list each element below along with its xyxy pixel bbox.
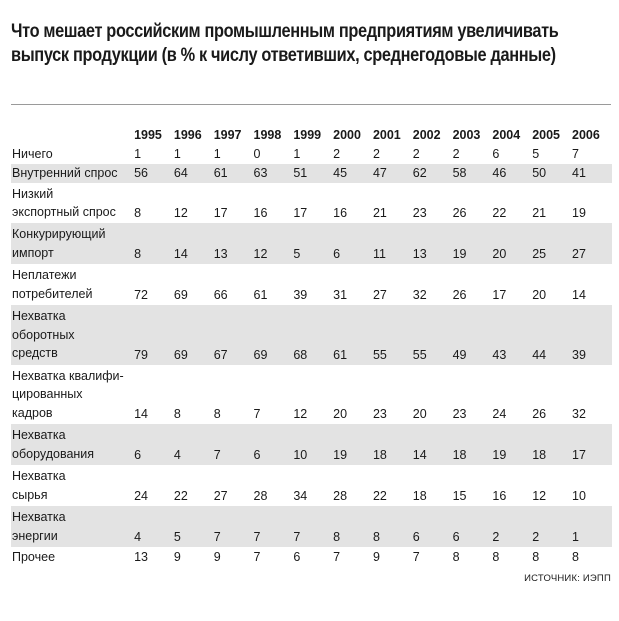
cell-value-1999: 1 [293, 147, 301, 161]
cell-value-2006: 8 [572, 550, 579, 564]
cell-value-2004: 19 [492, 424, 532, 465]
cell-value-1999: 12 [293, 407, 308, 421]
cell-value-1999: 68 [293, 305, 333, 365]
cell-value-2002: 55 [413, 305, 453, 365]
cell-value-2004: 43 [492, 305, 532, 365]
cell-value-1995: 8 [134, 206, 142, 220]
table-body [11, 145, 612, 567]
header-year: 2002 [412, 128, 441, 142]
table-row [11, 424, 612, 465]
cell-value-1995: 79 [134, 305, 174, 365]
header-label-cell [11, 125, 134, 145]
cell-value-1997: 66 [213, 288, 228, 302]
cell-value-2005: 20 [532, 288, 547, 302]
cell-value-1995: 8 [134, 223, 174, 264]
row-label: Низкий экспортный спрос [12, 186, 116, 219]
cell-value-2002: 2 [412, 147, 420, 161]
cell-value-1997: 17 [213, 206, 228, 220]
cell-value-2005: 25 [532, 223, 572, 264]
cell-value-2002: 13 [413, 223, 453, 264]
cell-value-2004: 20 [492, 223, 532, 264]
row-label: Внутренний спрос [11, 164, 134, 183]
cell-value-1996: 12 [173, 206, 188, 220]
cell-value-1999: 39 [293, 288, 308, 302]
cell-value-2000: 8 [333, 506, 373, 547]
table-row [11, 183, 612, 223]
row-label: Прочее [12, 549, 56, 564]
cell-value-2003: 19 [453, 223, 493, 264]
cell-value-1997: 13 [214, 223, 254, 264]
cell-value-2000: 28 [333, 489, 348, 503]
cell-value-2002: 32 [412, 288, 427, 302]
cell-value-2004: 22 [492, 206, 507, 220]
title-divider [11, 104, 611, 105]
cell-value-2000: 6 [333, 223, 373, 264]
cell-value-2002: 62 [413, 164, 453, 183]
cell-value-2000: 7 [333, 550, 341, 564]
cell-value-1996: 14 [174, 223, 214, 264]
cell-value-1998: 7 [253, 550, 261, 564]
cell-value-1999: 34 [293, 489, 308, 503]
row-label: Конкурирующий импорт [11, 223, 134, 264]
row-label: Неплатежи потребителей [12, 268, 93, 301]
table-header-row [11, 125, 612, 145]
header-year: 2000 [333, 128, 361, 142]
cell-value-1998: 63 [254, 164, 294, 183]
cell-value-1995: 1 [134, 147, 142, 161]
header-year: 2003 [452, 128, 481, 142]
cell-value-1996: 4 [174, 424, 214, 465]
cell-value-1999: 6 [293, 550, 301, 564]
cell-value-1996: 5 [174, 506, 214, 547]
cell-value-2000: 61 [333, 305, 373, 365]
cell-value-2002: 7 [412, 550, 420, 564]
cell-value-2005: 2 [532, 506, 572, 547]
header-year: 1998 [253, 128, 282, 142]
header-year: 2005 [532, 128, 561, 142]
cell-value-2004: 24 [492, 407, 507, 421]
cell-value-2002: 14 [413, 424, 453, 465]
cell-value-2001: 21 [372, 206, 387, 220]
cell-value-1996: 1 [173, 147, 181, 161]
cell-value-1997: 8 [213, 407, 221, 421]
cell-value-1995: 72 [134, 288, 148, 302]
cell-value-2003: 26 [452, 288, 467, 302]
cell-value-2001: 55 [373, 305, 413, 365]
source-note: ИСТОЧНИК: ИЭПП [524, 573, 611, 584]
cell-value-1999: 17 [293, 206, 308, 220]
table-row [11, 145, 612, 164]
table-row [11, 305, 612, 365]
cell-value-2003: 6 [453, 506, 493, 547]
cell-value-1998: 7 [253, 407, 261, 421]
cell-value-2004: 6 [492, 147, 500, 161]
cell-value-1998: 7 [254, 506, 294, 547]
table-row [11, 506, 612, 547]
table-row [11, 164, 612, 183]
cell-value-2004: 17 [492, 288, 507, 302]
row-label: Нехватка энергии [11, 506, 134, 547]
cell-value-2004: 2 [492, 506, 532, 547]
row-label: Нехватка оборудования [11, 424, 134, 465]
cell-value-2002: 18 [412, 489, 427, 503]
cell-value-2006: 1 [572, 506, 612, 547]
header-year: 2001 [372, 128, 401, 142]
row-label: Нехватка оборотных средств [11, 305, 134, 365]
cell-value-2000: 31 [333, 288, 348, 302]
cell-value-1999: 7 [293, 506, 333, 547]
cell-value-2002: 6 [413, 506, 453, 547]
cell-value-1998: 61 [253, 288, 268, 302]
cell-value-1997: 67 [214, 305, 254, 365]
cell-value-1998: 0 [253, 147, 261, 161]
cell-value-1999: 5 [293, 223, 333, 264]
cell-value-2001: 8 [373, 506, 413, 547]
cell-value-2001: 22 [372, 489, 387, 503]
row-label: Нехватка квалифи- цированных кадров [12, 368, 124, 420]
header-year: 1999 [293, 128, 322, 142]
cell-value-2003: 18 [453, 424, 493, 465]
cell-value-1995: 13 [134, 550, 148, 564]
cell-value-1996: 9 [173, 550, 181, 564]
header-year: 1997 [213, 128, 242, 142]
cell-value-2005: 5 [532, 147, 540, 161]
row-label: Ничего [12, 147, 53, 162]
table-row [11, 223, 612, 264]
table-row [11, 365, 612, 424]
cell-value-1997: 61 [214, 164, 254, 183]
cell-value-2001: 11 [373, 223, 413, 264]
page-title: Что мешает российским промышленным предприятиям увеличивать выпуск продукции (в % к числу ответивших, среднегодовые данные) [11, 21, 559, 66]
cell-value-2006: 32 [572, 407, 586, 421]
cell-value-1997: 1 [213, 147, 221, 161]
cell-value-1998: 6 [254, 424, 294, 465]
cell-value-1996: 8 [173, 407, 181, 421]
cell-value-1996: 64 [174, 164, 214, 183]
cell-value-1995: 24 [134, 489, 148, 503]
cell-value-2005: 18 [532, 424, 572, 465]
cell-value-2002: 20 [412, 407, 427, 421]
cell-value-1995: 4 [134, 506, 174, 547]
cell-value-2001: 47 [373, 164, 413, 183]
cell-value-2001: 2 [372, 147, 380, 161]
cell-value-2005: 8 [532, 550, 540, 564]
header-year: 2006 [572, 128, 600, 142]
cell-value-2006: 19 [572, 206, 586, 220]
cell-value-2001: 23 [372, 407, 387, 421]
cell-value-2003: 23 [452, 407, 467, 421]
cell-value-1995: 56 [134, 164, 174, 183]
cell-value-1997: 27 [213, 489, 228, 503]
cell-value-1996: 22 [173, 489, 188, 503]
cell-value-2002: 23 [412, 206, 427, 220]
cell-value-2006: 10 [572, 489, 586, 503]
cell-value-2004: 46 [492, 164, 532, 183]
cell-value-2005: 21 [532, 206, 547, 220]
cell-value-1998: 69 [254, 305, 294, 365]
header-year: 2004 [492, 128, 521, 142]
cell-value-2001: 9 [372, 550, 380, 564]
cell-value-2000: 19 [333, 424, 373, 465]
cell-value-1995: 6 [134, 424, 174, 465]
cell-value-2003: 58 [453, 164, 493, 183]
cell-value-1998: 28 [253, 489, 268, 503]
cell-value-2006: 39 [572, 305, 612, 365]
row-label: Нехватка сырья [12, 469, 66, 502]
cell-value-1996: 69 [173, 288, 188, 302]
table-row [11, 465, 612, 506]
data-table [11, 125, 612, 567]
cell-value-2000: 16 [333, 206, 348, 220]
cell-value-2001: 18 [373, 424, 413, 465]
cell-value-1999: 51 [293, 164, 333, 183]
cell-value-1997: 9 [213, 550, 221, 564]
cell-value-2005: 50 [532, 164, 572, 183]
cell-value-1995: 14 [134, 407, 148, 421]
cell-value-2005: 12 [532, 489, 547, 503]
cell-value-2000: 45 [333, 164, 373, 183]
cell-value-1998: 16 [253, 206, 268, 220]
cell-value-2004: 16 [492, 489, 507, 503]
cell-value-2003: 26 [452, 206, 467, 220]
cell-value-2006: 41 [572, 164, 612, 183]
cell-value-2004: 8 [492, 550, 500, 564]
cell-value-1997: 7 [214, 424, 254, 465]
cell-value-2006: 17 [572, 424, 612, 465]
table-row [11, 547, 612, 567]
cell-value-2003: 15 [452, 489, 467, 503]
header-year: 1995 [134, 128, 162, 142]
header-year: 1996 [173, 128, 202, 142]
cell-value-2006: 27 [572, 223, 612, 264]
cell-value-2000: 2 [333, 147, 341, 161]
cell-value-1997: 7 [214, 506, 254, 547]
cell-value-1998: 12 [254, 223, 294, 264]
cell-value-2000: 20 [333, 407, 348, 421]
cell-value-2006: 14 [572, 288, 586, 302]
table-row [11, 264, 612, 305]
cell-value-1999: 10 [293, 424, 333, 465]
cell-value-2005: 26 [532, 407, 547, 421]
cell-value-2003: 49 [453, 305, 493, 365]
cell-value-2001: 27 [372, 288, 387, 302]
cell-value-2005: 44 [532, 305, 572, 365]
cell-value-1996: 69 [174, 305, 214, 365]
cell-value-2003: 2 [452, 147, 460, 161]
cell-value-2006: 7 [572, 147, 579, 161]
cell-value-2003: 8 [452, 550, 460, 564]
